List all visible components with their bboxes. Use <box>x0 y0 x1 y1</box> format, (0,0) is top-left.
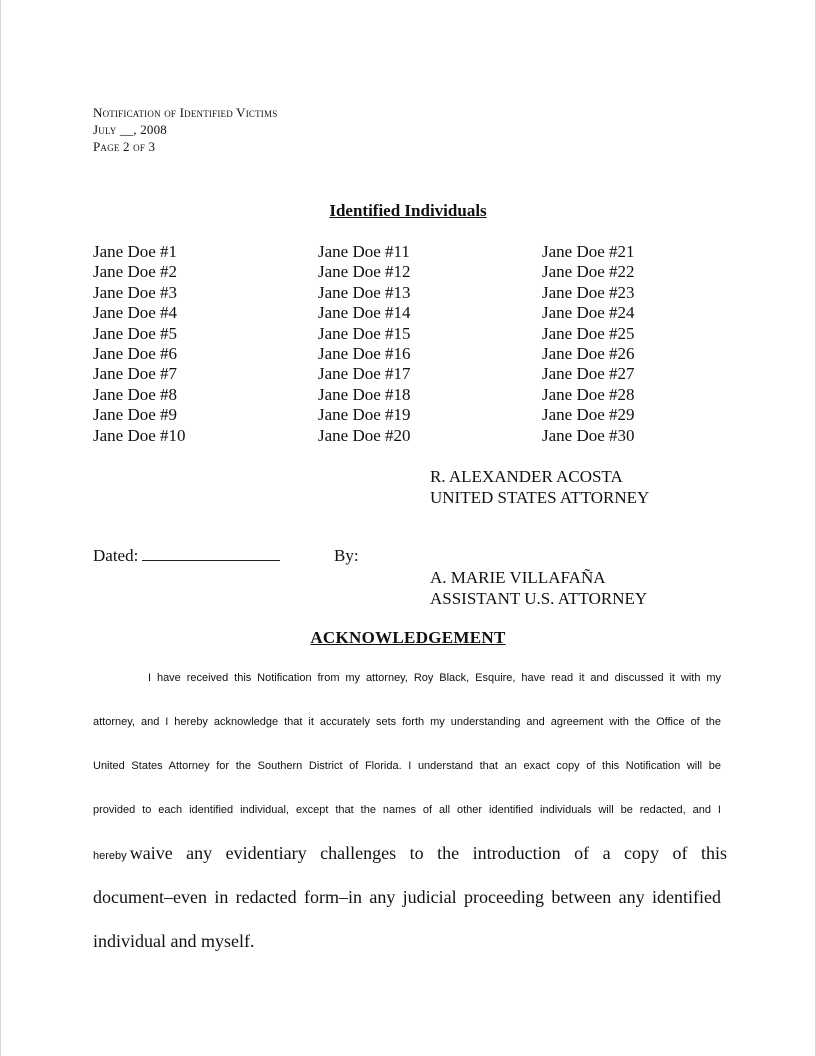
list-item: Jane Doe #24 <box>542 303 635 323</box>
acknowledgement-line-2: attorney, and I hereby acknowledge that it accurately sets forth my understanding and agreement with the Office of the <box>93 716 721 728</box>
list-item: Jane Doe #2 <box>93 262 178 282</box>
acknowledgement-line-7: individual and myself. <box>93 931 255 951</box>
us-attorney-block <box>430 466 649 508</box>
assistant-attorney-block <box>430 567 647 609</box>
list-item: Jane Doe #27 <box>542 364 635 384</box>
list-item: Jane Doe #12 <box>318 262 411 282</box>
list-item: Jane Doe #13 <box>318 282 411 302</box>
identified-individuals-heading: Identified Individuals <box>329 201 487 220</box>
header-title: Notification of Identified Victims <box>93 105 278 120</box>
list-item: Jane Doe #6 <box>93 344 178 364</box>
list-item: Jane Doe #7 <box>93 364 178 384</box>
list-item: Jane Doe #1 <box>93 242 178 261</box>
names-column-3 <box>542 242 635 446</box>
list-item: Jane Doe #3 <box>93 282 178 302</box>
list-item: Jane Doe #20 <box>318 425 411 445</box>
list-item: Jane Doe #8 <box>93 384 178 404</box>
list-item: Jane Doe #22 <box>542 262 635 282</box>
page-edge-left <box>0 0 1 1056</box>
acknowledgement-line-4: provided to each identified individual, except that the names of all other identified individuals will be redacted, and I <box>93 804 721 816</box>
list-item: Jane Doe #28 <box>542 384 635 404</box>
list-item: Jane Doe #9 <box>93 405 178 425</box>
names-column-2 <box>318 242 411 446</box>
names-column-1 <box>93 242 186 446</box>
acknowledgement-line-3: United States Attorney for the Southern District of Florida. I understand that an exact copy of this Notification will be <box>93 760 721 772</box>
acknowledgement-line-5 <box>93 843 728 864</box>
us-attorney-name: R. ALEXANDER ACOSTA <box>430 467 623 486</box>
acknowledgement-line-6: document–even in redacted form–in any judicial proceeding between any identified <box>93 887 721 907</box>
acknowledgement-line-5-start: hereby <box>93 850 127 862</box>
list-item: Jane Doe #4 <box>93 303 178 323</box>
list-item: Jane Doe #15 <box>318 323 411 343</box>
list-item: Jane Doe #21 <box>542 242 635 261</box>
list-item: Jane Doe #10 <box>93 425 186 445</box>
list-item: Jane Doe #17 <box>318 364 411 384</box>
list-item: Jane Doe #11 <box>318 242 410 261</box>
list-item: Jane Doe #30 <box>542 425 635 445</box>
list-item: Jane Doe #16 <box>318 344 411 364</box>
header-page-number: Page 2 of 3 <box>93 139 156 154</box>
dated-row <box>93 546 280 566</box>
assistant-attorney-name: A. MARIE VILLAFAÑA <box>430 568 606 587</box>
list-item: Jane Doe #18 <box>318 384 411 404</box>
list-item: Jane Doe #5 <box>93 323 178 343</box>
by-label: By: <box>334 546 359 565</box>
us-attorney-title: UNITED STATES ATTORNEY <box>430 488 650 507</box>
document-header <box>93 104 277 155</box>
dated-label: Dated: <box>93 546 139 565</box>
list-item: Jane Doe #14 <box>318 303 411 323</box>
assistant-attorney-title: ASSISTANT U.S. ATTORNEY <box>430 589 648 608</box>
list-item: Jane Doe #23 <box>542 282 635 302</box>
acknowledgement-line-5-rest: waive any evidentiary challenges to the introduction of a copy of this <box>129 843 728 863</box>
dated-blank-line <box>142 546 280 561</box>
list-item: Jane Doe #25 <box>542 323 635 343</box>
header-date: July __, 2008 <box>93 122 168 137</box>
list-item: Jane Doe #29 <box>542 405 635 425</box>
acknowledgement-line-1: I have received this Notification from my attorney, Roy Black, Esquire, have read it and discussed it with my <box>148 672 721 684</box>
list-item: Jane Doe #26 <box>542 344 635 364</box>
acknowledgement-heading: ACKNOWLEDGEMENT <box>310 628 506 647</box>
list-item: Jane Doe #19 <box>318 405 411 425</box>
